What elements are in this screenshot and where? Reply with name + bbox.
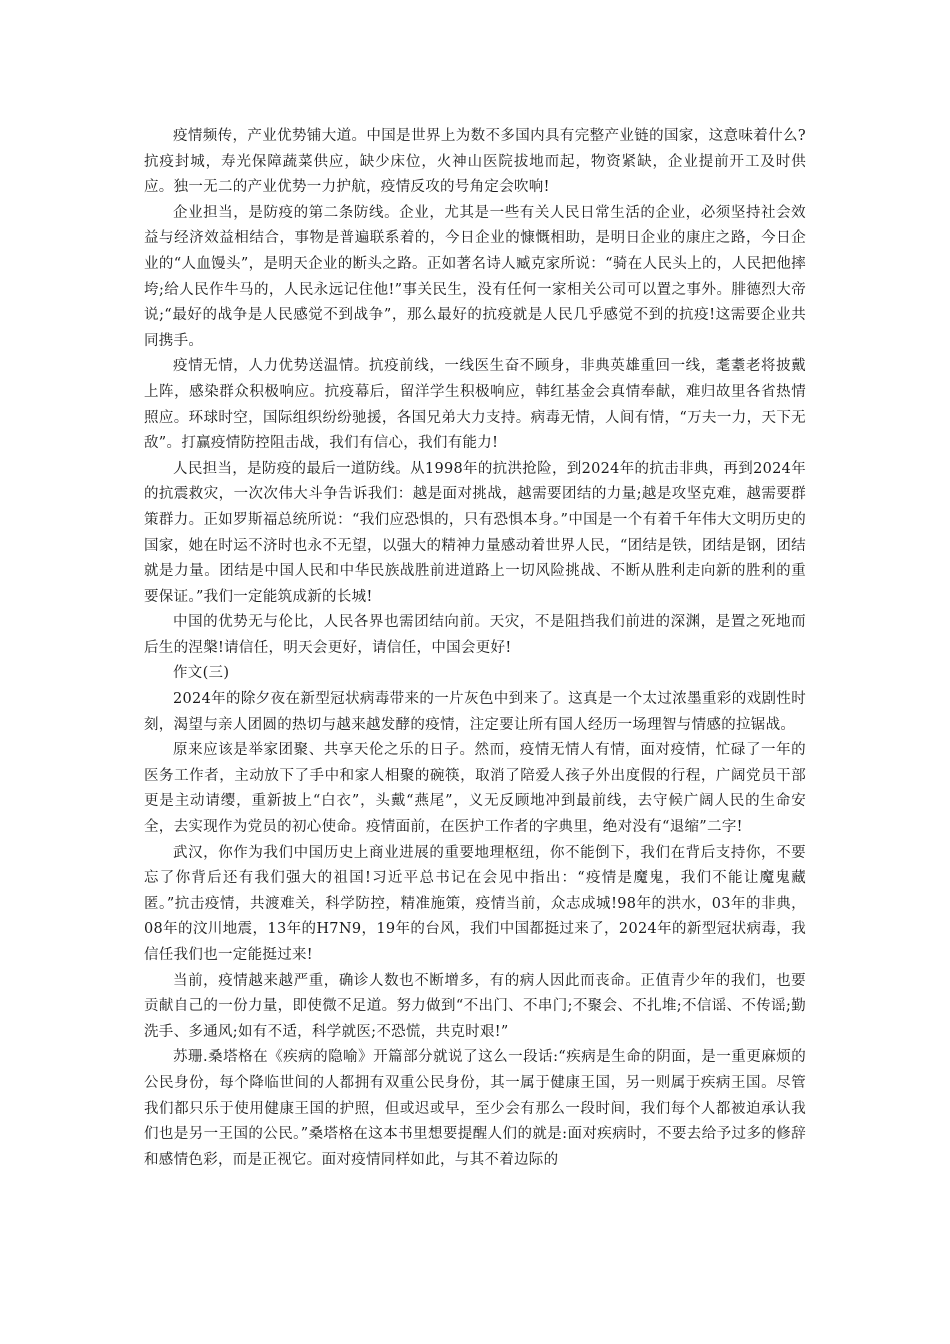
paragraph-human-advantage: 疫情无情，人力优势送温情。抗疫前线，一线医生奋不顾身，非典英雄重回一线，耄耋老将披戴上阵，感染群众积极响应。抗疫幕后，留洋学生积极响应，韩红基金会真情奉献，难归故里各省热情照应。环球时空，国际组织纷纷驰援，各国兄弟大力支持。病毒无情，人间有情，“万夫一力，天下无敌”。打赢疫情防控阻击战，我们有信心，我们有能力!: [144, 358, 806, 452]
paragraph-wuhan: 武汉，你作为我们中国历史上商业进展的重要地理枢纽，你不能倒下，我们在背后支持你，不要忘了你背后还有我们强大的祖国!习近平总书记在会见中指出：“疫情是魔鬼，我们不能让魔鬼藏匿。”抗击疫情，共渡难关，科学防控，精准施策，疫情当前，众志成城!98年的洪水，03年的非典，08年的汶川地震，13年的H7N9，19年的台风，我们中国都挺过来了，2024年的新型冠状病毒，我信任我们也一定能挺过来!: [144, 844, 806, 963]
document-page: [144, 124, 806, 1173]
paragraph-new-year-eve: 2024年的除夕夜在新型冠状病毒带来的一片灰色中到来了。这真是一个太过浓墨重彩的戏剧性时刻，渴望与亲人团圆的热切与越来越发酵的疫情，注定要让所有国人经历一场理智与情感的拉锯战。: [144, 691, 806, 733]
section-heading: 作文(三): [173, 665, 230, 682]
paragraph-enterprise-responsibility: 企业担当，是防疫的第二条防线。企业，尤其是一些有关人民日常生活的企业，必须坚持社会效益与经济效益相结合，事物是普遍联系着的，今日企业的慷慨相助，是明日企业的康庄之路，今日企业的“人血馒头”，是明天企业的断头之路。正如著名诗人臧克家所说：“骑在人民头上的，人民把他摔垮;给人民作牛马的，人民永远记住他!”事关民生，没有任何一家相关公司可以置之事外。腓德烈大帝说;“最好的战争是人民感觉不到战争”，那么最好的抗疫就是人民几乎感觉不到的抗疫!这需要企业共同携手。: [144, 204, 806, 349]
paragraph-youth-contribution: 当前，疫情越来越严重，确诊人数也不断增多，有的病人因此而丧命。正值青少年的我们，也要贡献自己的一份力量，即使微不足道。努力做到“不出门、不串门;不聚会、不扎堆;不信谣、不传谣;勤洗手、多通风;如有不适，科学就医;不恐慌，共克时艰!”: [144, 972, 806, 1040]
paragraph-conclusion: 中国的优势无与伦比，人民各界也需团结向前。天灾，不是阻挡我们前进的深渊，是置之死地而后生的涅槃!请信任，明天会更好，请信任，中国会更好!: [144, 614, 806, 656]
paragraph-industry-advantage: 疫情频传，产业优势铺大道。中国是世界上为数不多国内具有完整产业链的国家，这意味着什么?抗疫封城，寿光保障蔬菜供应，缺少床位，火神山医院拔地而起，物资紧缺，企业提前开工及时供应。独一无二的产业优势一力护航，疫情反攻的号角定会吹响!: [144, 128, 806, 196]
paragraph-medical-workers: 原来应该是举家团聚、共享天伦之乐的日子。然而，疫情无情人有情，面对疫情，忙碌了一年的医务工作者，主动放下了手中和家人相聚的碗筷，取消了陪爱人孩子外出度假的行程，广阔党员干部更是主动请缨，重新披上“白衣”，头戴“燕尾”，义无反顾地冲到最前线，去守候广阔人民的生命安全，去实现作为党员的初心使命。疫情面前，在医护工作者的字典里，绝对没有“退缩”二字!: [144, 742, 806, 836]
paragraph-sontag-quote: 苏珊.桑塔格在《疾病的隐喻》开篇部分就说了这么一段话:“疾病是生命的阴面，是一重更麻烦的公民身份，每个降临世间的人都拥有双重公民身份，其一属于健康王国，另一则属于疾病王国。尽管我们都只乐于使用健康王国的护照，但或迟或早，至少会有那么一段时间，我们每个人都被迫承认我们也是另一王国的公民。”桑塔格在这本书里想要提醒人们的就是:面对疾病时，不要去给予过多的修辞和感情色彩，而是正视它。面对疫情同样如此，与其不着边际的: [144, 1049, 806, 1168]
paragraph-people-responsibility: 人民担当，是防疫的最后一道防线。从1998年的抗洪抢险，到2024年的抗击非典，再到2024年的抗震救灾，一次次伟大斗争告诉我们：越是面对挑战，越需要团结的力量;越是攻坚克难，越需要群策群力。正如罗斯福总统所说：“我们应恐惧的，只有恐惧本身。”中国是一个有着千年伟大文明历史的国家，她在时运不济时也永不无望，以强大的精神力量感动着世界人民，“团结是铁，团结是钢，团结就是力量。团结是中国人民和中华民族战胜前进道路上一切风险挑战、不断从胜利走向新的胜利的重要保证。”我们一定能筑成新的长城!: [144, 460, 806, 605]
